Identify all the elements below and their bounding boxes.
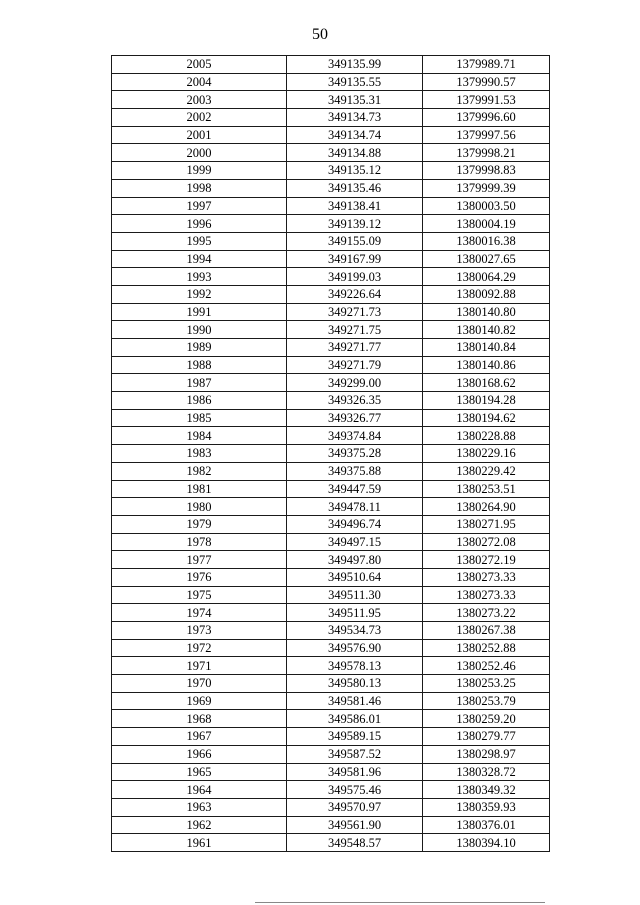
table-row	[112, 675, 550, 693]
y-coordinate-cell: 1380273.33	[423, 568, 550, 586]
bottom-rule	[255, 902, 545, 903]
y-coordinate-cell: 1380252.88	[423, 639, 550, 657]
table-row	[112, 586, 550, 604]
year-cell: 1977	[112, 551, 287, 569]
year-cell: 1973	[112, 622, 287, 640]
x-coordinate-cell: 349447.59	[287, 480, 423, 498]
year-cell: 1986	[112, 392, 287, 410]
table-row	[112, 445, 550, 463]
x-coordinate-cell: 349496.74	[287, 515, 423, 533]
year-cell: 1991	[112, 303, 287, 321]
x-coordinate-cell: 349167.99	[287, 250, 423, 268]
y-coordinate-cell: 1380168.62	[423, 374, 550, 392]
coordinates-table-body	[112, 56, 550, 852]
year-cell: 2002	[112, 109, 287, 127]
y-coordinate-cell: 1379991.53	[423, 91, 550, 109]
table-row	[112, 763, 550, 781]
x-coordinate-cell: 349510.64	[287, 568, 423, 586]
x-coordinate-cell: 349587.52	[287, 745, 423, 763]
table-row	[112, 568, 550, 586]
year-cell: 2001	[112, 126, 287, 144]
y-coordinate-cell: 1380273.33	[423, 586, 550, 604]
x-coordinate-cell: 349497.15	[287, 533, 423, 551]
x-coordinate-cell: 349271.73	[287, 303, 423, 321]
table-row	[112, 816, 550, 834]
x-coordinate-cell: 349548.57	[287, 834, 423, 852]
x-coordinate-cell: 349326.77	[287, 409, 423, 427]
table-row	[112, 197, 550, 215]
coordinates-table	[111, 55, 550, 852]
y-coordinate-cell: 1380272.08	[423, 533, 550, 551]
table-row	[112, 657, 550, 675]
table-row	[112, 622, 550, 640]
x-coordinate-cell: 349135.12	[287, 162, 423, 180]
year-cell: 1988	[112, 356, 287, 374]
y-coordinate-cell: 1380394.10	[423, 834, 550, 852]
year-cell: 1980	[112, 498, 287, 516]
table-row	[112, 462, 550, 480]
table-row	[112, 498, 550, 516]
y-coordinate-cell: 1380253.25	[423, 675, 550, 693]
x-coordinate-cell: 349580.13	[287, 675, 423, 693]
table-row	[112, 692, 550, 710]
year-cell: 1995	[112, 232, 287, 250]
y-coordinate-cell: 1380140.80	[423, 303, 550, 321]
year-cell: 1964	[112, 781, 287, 799]
y-coordinate-cell: 1380092.88	[423, 285, 550, 303]
table-row	[112, 339, 550, 357]
x-coordinate-cell: 349534.73	[287, 622, 423, 640]
y-coordinate-cell: 1380064.29	[423, 268, 550, 286]
year-cell: 1981	[112, 480, 287, 498]
table-row	[112, 321, 550, 339]
x-coordinate-cell: 349134.73	[287, 109, 423, 127]
y-coordinate-cell: 1379990.57	[423, 73, 550, 91]
y-coordinate-cell: 1380376.01	[423, 816, 550, 834]
table-row	[112, 374, 550, 392]
x-coordinate-cell: 349135.31	[287, 91, 423, 109]
y-coordinate-cell: 1380264.90	[423, 498, 550, 516]
y-coordinate-cell: 1380252.46	[423, 657, 550, 675]
year-cell: 1993	[112, 268, 287, 286]
y-coordinate-cell: 1380271.95	[423, 515, 550, 533]
x-coordinate-cell: 349497.80	[287, 551, 423, 569]
year-cell: 1963	[112, 798, 287, 816]
x-coordinate-cell: 349581.96	[287, 763, 423, 781]
x-coordinate-cell: 349271.79	[287, 356, 423, 374]
year-cell: 1983	[112, 445, 287, 463]
y-coordinate-cell: 1380272.19	[423, 551, 550, 569]
year-cell: 1978	[112, 533, 287, 551]
year-cell: 1972	[112, 639, 287, 657]
table-row	[112, 604, 550, 622]
x-coordinate-cell: 349326.35	[287, 392, 423, 410]
x-coordinate-cell: 349134.88	[287, 144, 423, 162]
table-row	[112, 144, 550, 162]
y-coordinate-cell: 1380229.42	[423, 462, 550, 480]
table-row	[112, 162, 550, 180]
y-coordinate-cell: 1380140.84	[423, 339, 550, 357]
y-coordinate-cell: 1380003.50	[423, 197, 550, 215]
y-coordinate-cell: 1380267.38	[423, 622, 550, 640]
table-row	[112, 56, 550, 74]
y-coordinate-cell: 1380229.16	[423, 445, 550, 463]
x-coordinate-cell: 349135.99	[287, 56, 423, 74]
y-coordinate-cell: 1380279.77	[423, 728, 550, 746]
x-coordinate-cell: 349570.97	[287, 798, 423, 816]
table-row	[112, 834, 550, 852]
table-row	[112, 480, 550, 498]
year-cell: 1969	[112, 692, 287, 710]
y-coordinate-cell: 1380359.93	[423, 798, 550, 816]
x-coordinate-cell: 349134.74	[287, 126, 423, 144]
y-coordinate-cell: 1380328.72	[423, 763, 550, 781]
x-coordinate-cell: 349226.64	[287, 285, 423, 303]
x-coordinate-cell: 349576.90	[287, 639, 423, 657]
table-row	[112, 745, 550, 763]
year-cell: 1997	[112, 197, 287, 215]
x-coordinate-cell: 349271.77	[287, 339, 423, 357]
table-row	[112, 215, 550, 233]
table-row	[112, 73, 550, 91]
table-row	[112, 250, 550, 268]
year-cell: 1975	[112, 586, 287, 604]
year-cell: 1965	[112, 763, 287, 781]
table-row	[112, 126, 550, 144]
year-cell: 1962	[112, 816, 287, 834]
y-coordinate-cell: 1380194.28	[423, 392, 550, 410]
x-coordinate-cell: 349138.41	[287, 197, 423, 215]
y-coordinate-cell: 1379997.56	[423, 126, 550, 144]
table-row	[112, 91, 550, 109]
table-row	[112, 109, 550, 127]
year-cell: 1967	[112, 728, 287, 746]
table-row	[112, 179, 550, 197]
y-coordinate-cell: 1380253.79	[423, 692, 550, 710]
table-row	[112, 285, 550, 303]
table-row	[112, 232, 550, 250]
y-coordinate-cell: 1379989.71	[423, 56, 550, 74]
x-coordinate-cell: 349478.11	[287, 498, 423, 516]
year-cell: 1971	[112, 657, 287, 675]
x-coordinate-cell: 349578.13	[287, 657, 423, 675]
y-coordinate-cell: 1380228.88	[423, 427, 550, 445]
table-row	[112, 533, 550, 551]
table-row	[112, 728, 550, 746]
year-cell: 1996	[112, 215, 287, 233]
page-number: 50	[312, 26, 328, 43]
y-coordinate-cell: 1380016.38	[423, 232, 550, 250]
y-coordinate-cell: 1380259.20	[423, 710, 550, 728]
table-row	[112, 427, 550, 445]
year-cell: 1992	[112, 285, 287, 303]
x-coordinate-cell: 349299.00	[287, 374, 423, 392]
table-row	[112, 798, 550, 816]
x-coordinate-cell: 349581.46	[287, 692, 423, 710]
year-cell: 1979	[112, 515, 287, 533]
year-cell: 1990	[112, 321, 287, 339]
y-coordinate-cell: 1379998.83	[423, 162, 550, 180]
table-row	[112, 356, 550, 374]
x-coordinate-cell: 349271.75	[287, 321, 423, 339]
year-cell: 1961	[112, 834, 287, 852]
year-cell: 1994	[112, 250, 287, 268]
x-coordinate-cell: 349139.12	[287, 215, 423, 233]
table-row	[112, 781, 550, 799]
x-coordinate-cell: 349561.90	[287, 816, 423, 834]
y-coordinate-cell: 1380194.62	[423, 409, 550, 427]
year-cell: 1970	[112, 675, 287, 693]
y-coordinate-cell: 1379996.60	[423, 109, 550, 127]
year-cell: 1984	[112, 427, 287, 445]
y-coordinate-cell: 1380004.19	[423, 215, 550, 233]
x-coordinate-cell: 349575.46	[287, 781, 423, 799]
year-cell: 1989	[112, 339, 287, 357]
table-row	[112, 409, 550, 427]
x-coordinate-cell: 349155.09	[287, 232, 423, 250]
year-cell: 2005	[112, 56, 287, 74]
table-row	[112, 551, 550, 569]
y-coordinate-cell: 1380253.51	[423, 480, 550, 498]
year-cell: 1966	[112, 745, 287, 763]
year-cell: 2000	[112, 144, 287, 162]
table-row	[112, 268, 550, 286]
x-coordinate-cell: 349199.03	[287, 268, 423, 286]
table-row	[112, 710, 550, 728]
table-row	[112, 392, 550, 410]
year-cell: 1976	[112, 568, 287, 586]
year-cell: 1982	[112, 462, 287, 480]
x-coordinate-cell: 349374.84	[287, 427, 423, 445]
table-row	[112, 515, 550, 533]
x-coordinate-cell: 349589.15	[287, 728, 423, 746]
x-coordinate-cell: 349586.01	[287, 710, 423, 728]
x-coordinate-cell: 349135.55	[287, 73, 423, 91]
y-coordinate-cell: 1380140.82	[423, 321, 550, 339]
x-coordinate-cell: 349135.46	[287, 179, 423, 197]
year-cell: 2003	[112, 91, 287, 109]
y-coordinate-cell: 1380027.65	[423, 250, 550, 268]
y-coordinate-cell: 1380349.32	[423, 781, 550, 799]
x-coordinate-cell: 349511.95	[287, 604, 423, 622]
year-cell: 1985	[112, 409, 287, 427]
x-coordinate-cell: 349375.28	[287, 445, 423, 463]
y-coordinate-cell: 1379998.21	[423, 144, 550, 162]
year-cell: 1987	[112, 374, 287, 392]
x-coordinate-cell: 349375.88	[287, 462, 423, 480]
y-coordinate-cell: 1380273.22	[423, 604, 550, 622]
year-cell: 1974	[112, 604, 287, 622]
y-coordinate-cell: 1380298.97	[423, 745, 550, 763]
y-coordinate-cell: 1380140.86	[423, 356, 550, 374]
year-cell: 2004	[112, 73, 287, 91]
year-cell: 1998	[112, 179, 287, 197]
year-cell: 1968	[112, 710, 287, 728]
year-cell: 1999	[112, 162, 287, 180]
x-coordinate-cell: 349511.30	[287, 586, 423, 604]
y-coordinate-cell: 1379999.39	[423, 179, 550, 197]
table-row	[112, 303, 550, 321]
table-row	[112, 639, 550, 657]
